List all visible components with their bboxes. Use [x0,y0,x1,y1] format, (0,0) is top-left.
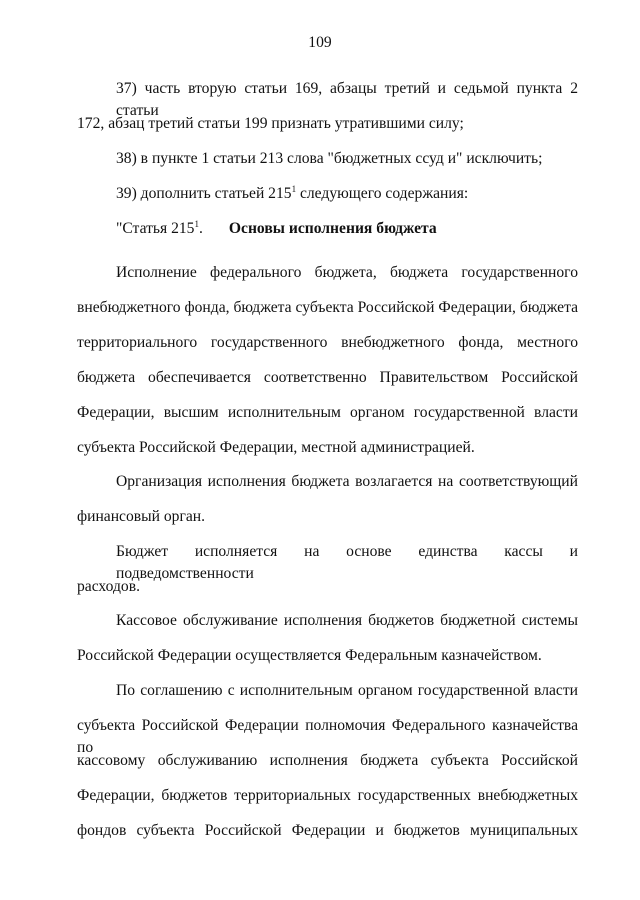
paragraph-line: внебюджетного фонда, бюджета субъекта Российской Федерации, бюджета [77,299,578,316]
item-39-text: 39) дополнить статьей 215 [116,185,292,202]
paragraph-organization [77,471,578,541]
item-37 [77,78,578,148]
paragraph-line: кассовому обслуживанию исполнения бюджета субъекта Российской [77,752,578,769]
paragraph-line: бюджета обеспечивается соответственно Правительством Российской [77,369,578,386]
paragraph-unity-of-cash [77,541,578,611]
item-39-text-end: следующего содержания: [296,185,469,202]
paragraph-line: финансовый орган. [77,508,206,525]
item-39 [77,183,578,218]
item-39-superscript: 1 [291,183,297,194]
item-38-line: 38) в пункте 1 статьи 213 слова "бюджетных ссуд и" исключить; [116,150,543,167]
article-label-superscript: 1 [194,218,199,229]
paragraph-line: Федерации, бюджетов территориальных государственных внебюджетных [77,787,578,804]
paragraph-line: территориального государственного внебюджетного фонда, местного [77,334,578,351]
paragraph-agreement [77,680,578,855]
article-heading-line [77,218,578,253]
paragraph-line: По соглашению с исполнительным органом государственной власти [116,682,578,699]
article-label [116,218,203,240]
article-heading [77,218,578,253]
page-number: 109 [308,34,332,51]
article-label-text: "Статья 215 [116,220,195,237]
paragraph-line: Федерации, высшим исполнительным органом государственной власти [77,404,578,421]
article-label-end: . [198,220,203,237]
item-38 [77,148,578,183]
paragraph-cash-service [77,610,578,680]
paragraph-line: субъекта Российской Федерации, местной администрацией. [77,439,475,456]
paragraph-line: Бюджет исполняется на основе единства кассы и подведомственности [116,543,578,582]
paragraph-line: субъекта Российской Федерации полномочия Федерального казначейства по [77,717,578,756]
paragraph-line: фондов субъекта Российской Федерации и бюджетов муниципальных [77,822,578,839]
item-39-line [77,183,578,218]
paragraph-budget-execution [77,262,578,472]
paragraph-line: Организация исполнения бюджета возлагается на соответствующий [116,473,578,490]
paragraph-line: Исполнение федерального бюджета, бюджета государственного [116,264,578,281]
item-37-line-2: 172, абзац третий статьи 199 признать утратившими силу; [77,115,464,132]
item-37-line-1: 37) часть вторую статьи 169, абзацы третий и седьмой пункта 2 статьи [116,80,578,119]
paragraph-line: Кассовое обслуживание исполнения бюджетов бюджетной системы [116,612,578,629]
article-title: Основы исполнения бюджета [228,220,437,237]
paragraph-line: Российской Федерации осуществляется Федеральным казначейством. [77,647,542,664]
paragraph-line: расходов. [77,578,140,595]
